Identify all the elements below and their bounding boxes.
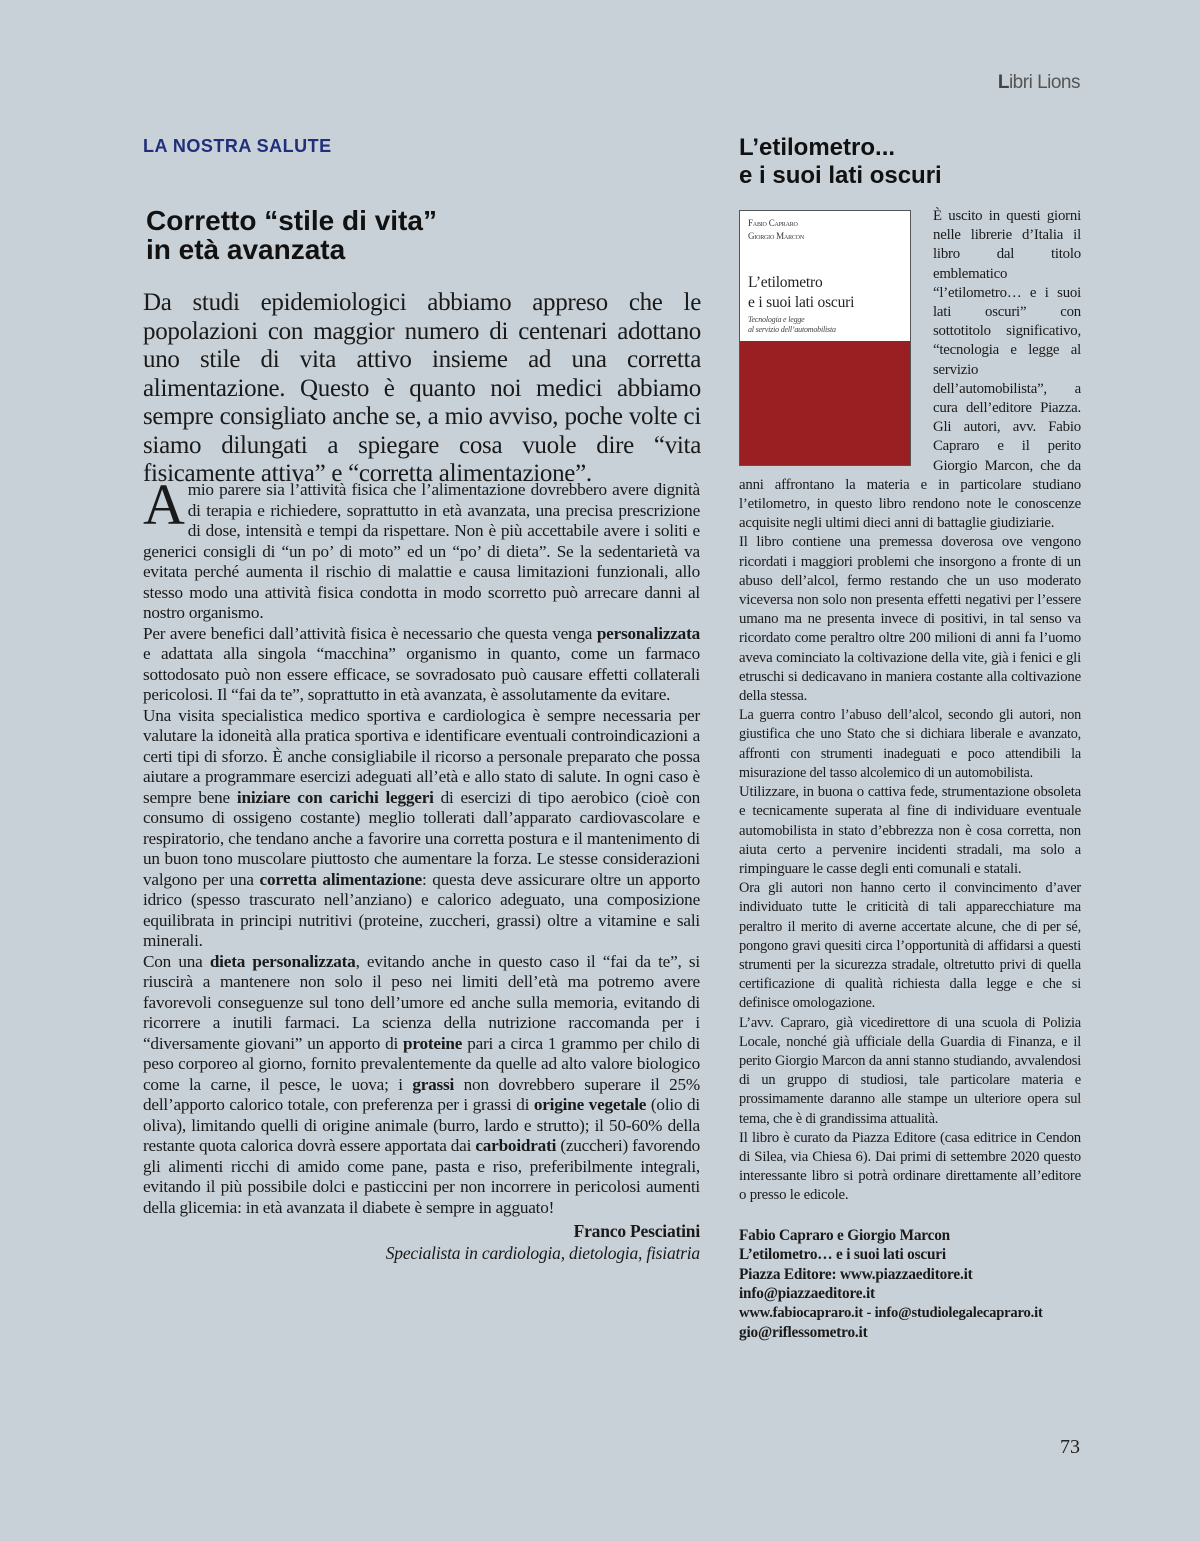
cover-authors: Fabio Capraro Giorgio Marcon xyxy=(748,218,804,241)
review-paragraph-5: Ora gli autori non hanno certo il convincimento d’aver individuato tutte le criticità di tali apparecchiature ma peraltro il merito di averne accertate alcune, che di per sé, pongono gravi quesiti circa l’opportunità di affidarsi a questi strumenti per la sicurezza stradale, oltretutto privi di quella certificazione di qualità richiesta dalla legge e che si definisce omologazione. xyxy=(739,880,1081,1012)
info-email: info@piazzaeditore.it xyxy=(739,1285,875,1303)
paragraph-3: Una visita specialistica medico sportiva e cardiologica è sempre necessaria per valutare la idoneità alla pratica sportiva e identificare eventuali controindicazioni a certi tipi di sforzo. È anche consigliabile il ricorso a personale preparato che possa aiutare a programmare esercizi adeguati all’età e allo stato di salute. In ogni caso è sempre bene iniziare con carichi leggeri di esercizi di tipo aerobico (cioè con consumo di ossigeno costante) meglio tollerati dall’apparato cardiovascolare e respiratorio, che tendano anche a favorire una corretta postura e il mantenimento di un buon tono muscolare piuttosto che aumentare la forza. Le stesse considerazioni valgono per una corretta alimentazione: questa deve assicurare oltre un apporto idrico (spesso trascurato nell’anziano) e calorico adeguato, una composizione equilibrata in principi nutritivi (proteine, zuccheri, grassi) oltre a vitamine e sali minerali. xyxy=(143,705,701,950)
review-paragraph-2: Il libro contiene una premessa doverosa ove vengono ricordati i maggiori problemi che insorgono a fronte di un abuso dell’alcol, fermo restando che un uso moderato viceversa non solo non presenta effetti negativi per l’essere umano ma ne presenta invece di positivi, in tal senso va ricordato come peraltro oltre 200 milioni di anni fa l’uomo aveva cominciato la coltivazione della vite, già i fenici e gli etruschi si dedicavano in maniera costante alla coltivazione della stessa. xyxy=(739,534,1081,705)
paragraph-4: Con una dieta personalizzata, evitando anche in questo caso il “fai da te”, si riuscirà a mantenere non solo il peso nei limiti dell’età ma potremo avere favorevoli conseguenze sul tono dell’umore ed anche sulla memoria, evitando di ricorrere a inutili farmaci. La scienza della nutrizione raccomanda per i “diversamente giovani” un apporto di proteine pari a circa 1 grammo per chilo di peso corporeo al giorno, fornito prevalentemente da quelle ad alto valore biologico come la carne, il pesce, le uova; i grassi non dovrebbero superare il 25% dell’apporto calorico totale, con preferenza per i grassi di origine vegetale (olio di oliva), limitando quelli di origine animale (burro, lardo e strutto); il 50-60% della restante quota calorica dovrà essere apportata dai carboidrati (zuccheri) favorendo gli alimenti ricchi di amido come pane, pasta e riso, preferibilmente integrali, evitando il più possibile dolci e pasticcini per non incorrere in pericolosi aumenti della glicemia: in età avanzata il diabete è sempre in agguato! xyxy=(143,951,700,1217)
cover-title: L’etilometro e i suoi lati oscuri xyxy=(748,274,855,311)
review-paragraph-7: Il libro è curato da Piazza Editore (casa editrice in Cendon di Silea, via Chiesa 6). Dai primi di settembre 2020 questo interessante libro si potrà ordinare direttamente all’editore o presso le edicole. xyxy=(739,1129,1081,1204)
book-cover-image xyxy=(739,210,911,466)
info-publisher: Piazza Editore: www.piazzaeditore.it xyxy=(739,1265,973,1283)
drop-cap: A xyxy=(143,472,185,537)
cover-subtitle: Tecnologia e legge al servizio dell’automobilista xyxy=(748,315,836,334)
book-review-title: L’etilometro... e i suoi lati oscuri xyxy=(739,134,942,189)
info-book-title: L’etilometro… e i suoi lati oscuri xyxy=(739,1246,946,1264)
section-label: LA NOSTRA SALUTE xyxy=(143,136,332,156)
review-paragraph-1: È uscito in questi giorni nelle librerie d’Italia il libro dal titolo emblematico “l’etilometro… e i suoi lati oscuri” con sottotitolo significativo, “tecnologia e legge al servizio dell’automobilista”, a cura dell’editore Piazza. Gli autori, avv. Fabio Capraro e il perito Giorgio Marcon, che da anni affrontano la materia e in particolare studiano l’etilometro, in questo libro rendono note le conoscenze acquisite negli ultimi dieci anni di battaglie giudiziarie. xyxy=(739,208,1081,532)
article-title: Corretto “stile di vita” in età avanzata xyxy=(146,205,437,265)
author-name: Franco Pesciatini xyxy=(573,1221,700,1241)
article-lead: Da studi epidemiologici abbiamo appreso che le popolazioni con maggior numero di centenari adottano uno stile di vita attivo insieme ad una corretta alimentazione. Questo è quanto noi medici abbiamo sempre consigliato anche se, a mio avviso, poche volte ci siamo dilungati a spiegare cosa vuole dire “vita fisicamente attiva” e “corretta alimentazione”. xyxy=(143,289,701,487)
cover-red-band xyxy=(740,341,910,465)
article-body xyxy=(143,472,701,1264)
author-signature xyxy=(143,1220,700,1264)
review-paragraph-4: Utilizzare, in buona o cattiva fede, strumentazione obsoleta e tecnicamente superata al fine di individuare eventuale automobilista in stato d’ebbrezza non è cosa corretta, non aiuta certo a pervenire incidenti stradali, ma solo a rimpinguare le casse degli enti comunali e statali. xyxy=(739,784,1081,877)
review-paragraph-3: La guerra contro l’abuso dell’alcol, secondo gli autori, non giustifica che uno Stato che si dichiara liberale e avanzato, affronti con strumenti inadeguati e poco attendibili la misurazione del tasso alcolemico di un automobilista. xyxy=(739,707,1081,781)
author-role: Specialista in cardiologia, dietologia, fisiatria xyxy=(385,1243,700,1263)
info-authors: Fabio Capraro e Giorgio Marcon xyxy=(739,1226,950,1244)
info-contact: gio@riflessometro.it xyxy=(739,1324,868,1342)
book-info-block xyxy=(739,1226,1081,1343)
info-websites: www.fabiocapraro.it - info@studiolegalecapraro.it xyxy=(739,1304,1043,1321)
magazine-brand: Libri Lions xyxy=(997,72,1080,93)
book-review-body xyxy=(739,207,1081,1343)
paragraph-1: A mio parere sia l’attività fisica che l’alimentazione dovrebbero avere dignità di terapia e richiedere, soprattutto in età avanzata, una precisa prescrizione di dose, intensità e tempi da rispettare. Non è più accettabile avere i soliti e generici consigli di “un po’ di moto” ed un “po’ di dieta”. Se la sedentarietà va evitata perché aumenta il rischio di malattie e causa limitazioni funzionali, allo stesso modo una attività fisica condotta in modo scorretto può arrecare danni al nostro organismo. xyxy=(143,472,700,622)
paragraph-2: Per avere benefici dall’attività fisica è necessario che questa venga personalizzata e adattata alla singola “macchina” organismo in quanto, come un farmaco sottodosato può non essere efficace, se sovradosato può causare effetti collaterali pericolosi. Il “fai da te”, soprattutto in età avanzata, è assolutamente da evitare. xyxy=(143,623,700,704)
review-paragraph-6: L’avv. Capraro, già vicedirettore di una scuola di Polizia Locale, nonché già ufficiale della Guardia di Finanza, e il perito Giorgio Marcon da anni stanno studiando, avvalendosi di un gruppo di studiosi, tale particolare materia e prossimamente daranno alle stampe un ulteriore opera sul tema, che è di grandissima attualità. xyxy=(739,1014,1081,1127)
page-number: 73 xyxy=(1060,1436,1080,1458)
